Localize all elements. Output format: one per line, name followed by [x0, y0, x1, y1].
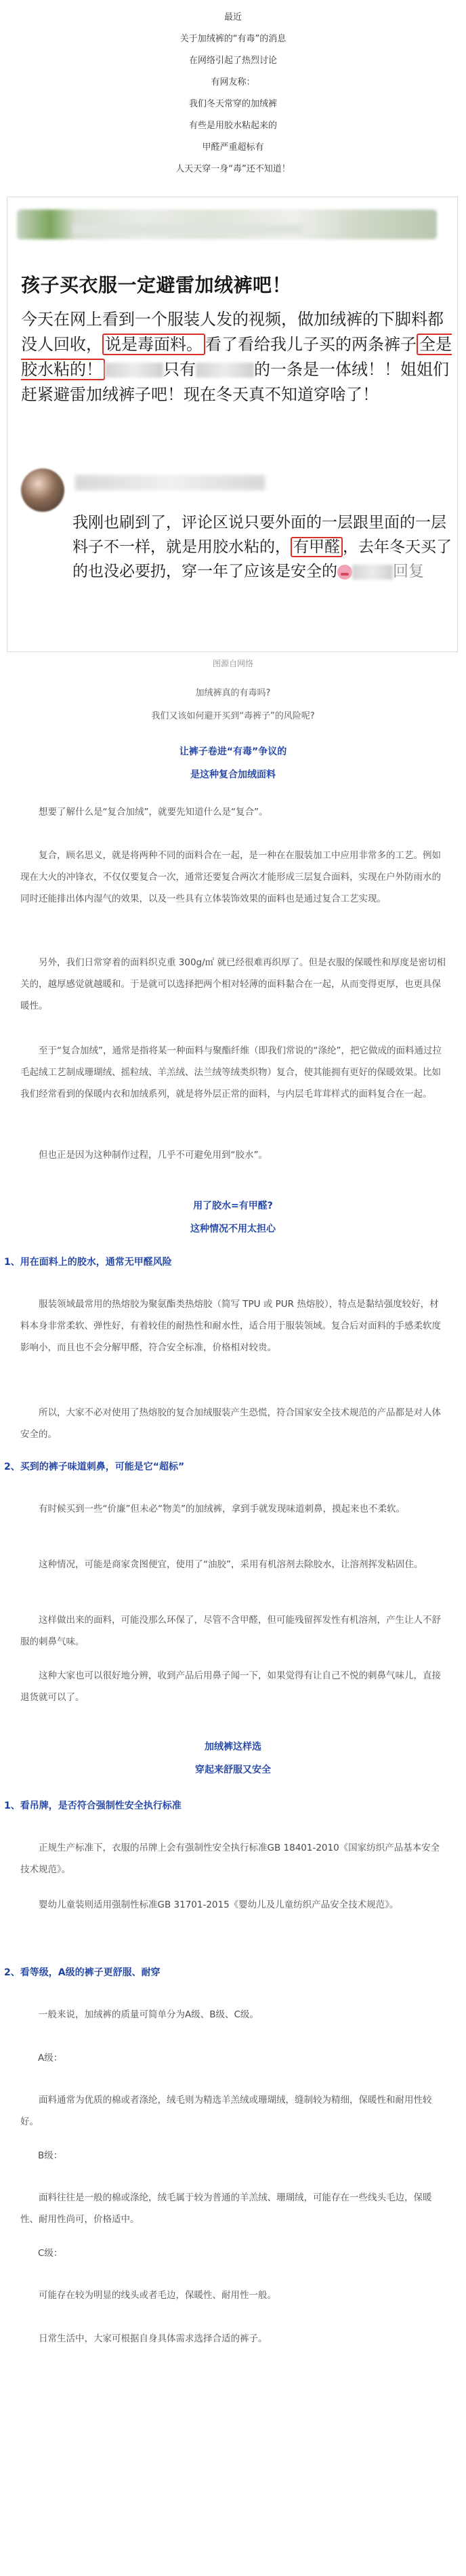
paragraph: 这样做出来的面料，可能没那么环保了，尽管不含甲醛，但可能残留挥发性有机溶剂，产生让人不舒服的刺鼻气味。	[20, 1615, 441, 1647]
post-headline: 孩子买衣服一定避雷加绒裤吧！	[21, 274, 292, 296]
section-title	[0, 1194, 466, 1241]
intro-line: 人天天穿一身“毒”还不知道！	[175, 164, 291, 174]
blurred-text	[105, 363, 163, 378]
highlight-box: 有甲醛	[291, 537, 343, 557]
intro-line: 甲醛严重超标有	[202, 142, 264, 153]
post-text: 看了看给我儿子买的两条裤子	[205, 335, 417, 354]
paragraph: 服装领域最常用的热熔胶为聚氨酯类热熔胶（简写 TPU 或 PUR 热熔胶），特点是黏结强度较好，材料本身非常柔软、弹性好，有着较佳的耐热性和耐水性，适合用于服装领域。复合后对面料的手感柔软度影响小，而且也不会分解甲醛，符合安全标准，价格相对较贵。	[20, 1299, 441, 1353]
post-text: 的一条是一体绒！！姐姐们赶紧避雷加绒裤子吧！现在冬天真不知道穿啥了！	[21, 360, 449, 404]
highlight-box: 全是胶水粘的！	[21, 335, 452, 379]
subheading: 1、用在面料上的胶水，通常无甲醛风险	[4, 1257, 172, 1268]
intro-line: 最近	[224, 12, 242, 22]
paragraph: 这种情况，可能是商家贪图便宜，使用了“油胶”，采用有机溶剂去除胶水，让溶剂挥发粘固住。	[39, 1559, 423, 1570]
intro-line: 关于加绒裤的“有毒”的消息	[179, 34, 287, 44]
blurred-username	[75, 475, 265, 490]
question-line: 加绒裤真的有毒吗?	[195, 688, 271, 698]
paragraph: 想要了解什么是“复合加绒”，就要先知道什么是“复合”。	[39, 807, 268, 818]
grade-label: A级：	[38, 2053, 63, 2064]
highlight-box: 说是毒面料。	[102, 334, 205, 355]
paragraph: 有时候买到一些“价廉”但未必“物美”的加绒裤，拿到手就发现味道刺鼻，摸起来也不柔软。	[39, 1504, 405, 1514]
paragraph: 另外，我们日常穿着的面料织克重 300g/㎡ 就已经很难再织厚了。但是衣服的保暖性和厚度是密切相关的，越厚感觉就越暖和。于是就可以选择把两个相对轻薄的面料黏合在一起，从而变得更厚，也更具保暖性。	[20, 957, 446, 1011]
paragraph: 日常生活中，大家可根据自身具体需求选择合适的裤子。	[39, 2333, 268, 2344]
paragraph: 但也正是因为这种制作过程，几乎不可避免用到“胶水”。	[39, 1150, 268, 1161]
paragraph: 婴幼儿童装则适用强制性标准GB 31701-2015《婴幼儿及儿童纺织产品安全技术规范》。	[39, 1899, 399, 1910]
post-text: 只有	[163, 360, 196, 379]
intro-line: 有些是用胶水粘起来的	[188, 121, 277, 131]
paragraph: 正规生产标准下，衣服的吊牌上会有强制性安全执行标准GB 18401-2010《国家纺织产品基本安全技术规范》。	[20, 1843, 440, 1875]
section-title-line: 加绒裤这样选	[205, 1742, 261, 1752]
section-title-line: 是这种复合加绒面料	[190, 769, 276, 780]
post-body	[21, 307, 452, 407]
paragraph: 面料往往是一般的棉或涤纶，绒毛属于较为普通的羊羔绒、珊瑚绒，可能存在一些线头毛边，保暖性、耐用性尚可，价格适中。	[20, 2192, 432, 2225]
blurred-header-text	[72, 224, 303, 234]
section-title	[0, 740, 466, 786]
grade-label: B级：	[38, 2150, 63, 2161]
subheading: 2、看等级，A级的裤子更舒服、耐穿	[4, 1967, 161, 1978]
paragraph: 这种大家也可以很好地分辨，收到产品后用鼻子闻一下，如果觉得有让自己不悦的刺鼻气味儿，直接退货就可以了。	[20, 1670, 441, 1703]
comment-part: ，去年冬天买了的也没必要扔，穿一年了应该是安全的	[72, 538, 452, 580]
reply-link[interactable]: 回复	[393, 563, 424, 580]
post-text: 今天在网上看到一个服装人发的视频，做加绒裤的下脚料都没人回收，	[21, 310, 444, 354]
intro-line: 我们冬天常穿的加绒裤	[188, 99, 277, 109]
paragraph: 至于“复合加绒”，通常是指将某一种面料与聚酯纤维（即我们常说的“涤纶”，把它做成的面料通过拉毛起绒工艺制成珊瑚绒、摇粒绒、羊羔绒、法兰绒等绒类织物）复合，使其能拥有更好的保暖效果。比如我们经常看到的保暖内衣和加绒系列，就是将外层正常的面料，与内层毛茸茸样式的面料复合在一起。	[20, 1045, 442, 1100]
section-title	[0, 1735, 466, 1782]
subheading: 1、看吊牌，是否符合强制性安全执行标准	[4, 1800, 182, 1811]
paragraph: 复合，顾名思义，就是将两种不同的面料合在一起，是一种在在服装加工中应用非常多的工艺。例如现在大火的冲锋衣，不仅仅要复合一次，通常还要复合两次才能形成三层复合面料，实现在户外防雨水的同时还能排出体内湿气的效果，以及一些具有立体装饰效果的面料也是通过复合工艺实现。	[20, 850, 441, 904]
comment-text	[72, 510, 452, 584]
paragraph: 一般来说，加绒裤的质量可简单分为A级、B级、C级。	[39, 2009, 259, 2020]
blurred-text	[352, 565, 393, 580]
section-title-line: 用了胶水=有甲醛?	[193, 1201, 273, 1211]
comment-part: 我刚也刷到了，评论区说只要外面的一层跟里面的一层料子不一样，就是用胶水粘的，	[72, 514, 446, 556]
section-title-line: 让裤子卷进“有毒”争议的	[179, 746, 287, 757]
blush-emoji-icon	[337, 565, 352, 580]
intro-line: 有网友称：	[211, 77, 255, 87]
image-caption: 图源自网络	[212, 659, 253, 668]
paragraph: 面料通常为优质的棉或者涤纶，绒毛则为精选羊羔绒或珊瑚绒，缝制较为精细，保暖性和耐用性较好。	[20, 2095, 432, 2127]
blurred-text	[196, 363, 254, 378]
section-title-line: 穿起来舒服又安全	[195, 1765, 271, 1775]
social-post-screenshot	[7, 197, 458, 652]
paragraph: 所以，大家不必对使用了热熔胶的复合加绒服装产生恐慌，符合国家安全技术规范的产品都是对人体安全的。	[20, 1407, 441, 1440]
questions	[0, 682, 466, 728]
question-line: 我们又该如何避开买到“毒裤子”的风险呢?	[151, 711, 315, 721]
grade-label: C级：	[38, 2248, 63, 2259]
avatar	[21, 468, 64, 512]
subheading: 2、买到的裤子味道刺鼻，可能是它“超标”	[4, 1462, 185, 1472]
intro-block	[0, 0, 466, 180]
intro-line: 在网络引起了热烈讨论	[188, 56, 277, 66]
section-title-line: 这种情况不用太担心	[190, 1224, 276, 1234]
paragraph: 可能存在较为明显的线头或者毛边，保暖性、耐用性一般。	[39, 2290, 276, 2301]
